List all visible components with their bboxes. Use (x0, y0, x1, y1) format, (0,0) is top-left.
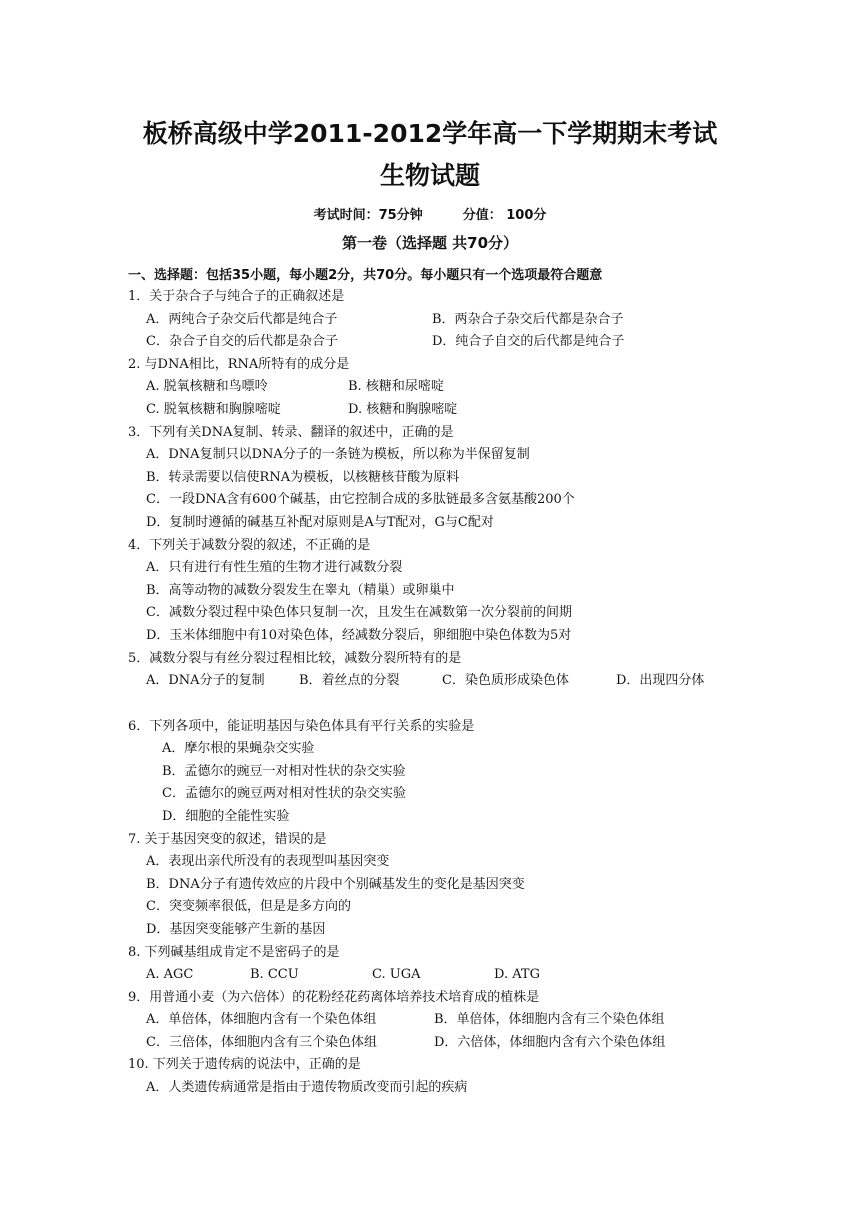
option: C．孟德尔的豌豆两对相对性状的杂交实验 (162, 786, 406, 801)
option: D．玉米体细胞中有10对染色体，经减数分裂后，卵细胞中染色体数为5对 (146, 628, 572, 643)
option: B．DNA分子有遗传效应的片段中个别碱基发生的变化是基因突变 (146, 877, 525, 892)
option: A. AGC (146, 967, 194, 982)
option: C．杂合子自交的后代都是杂合子 (146, 334, 338, 349)
option: D．细胞的全能性实验 (162, 809, 290, 824)
option: C．染色质形成染色体 (442, 673, 569, 688)
option: C．三倍体，体细胞内含有三个染色体组 (146, 1035, 377, 1050)
page-subtitle: 生物试题 (379, 161, 480, 190)
option: C. 脱氧核糖和胸腺嘧啶 (146, 402, 281, 417)
option: B. 核糖和尿嘧啶 (348, 379, 444, 394)
option: A．人类遗传病通常是指由于遗传物质改变而引起的疾病 (146, 1080, 468, 1095)
option: D. ATG (494, 967, 540, 982)
option: D．纯合子自交的后代都是纯合子 (432, 334, 625, 349)
option: D．基因突变能够产生新的基因 (146, 922, 326, 937)
option: A. 脱氧核糖和鸟嘌呤 (146, 379, 268, 394)
question-stem: 2. 与DNA相比，RNA所特有的成分是 (128, 357, 350, 372)
question-stem: 4．下列关于减数分裂的叙述，不正确的是 (128, 538, 371, 553)
option: B．孟德尔的豌豆一对相对性状的杂交实验 (162, 764, 406, 779)
exam-meta (0, 204, 860, 223)
option: D．出现四分体 (616, 673, 705, 688)
question-stem: 9．用普通小麦（为六倍体）的花粉经花药离体培养技术培育成的植株是 (128, 990, 540, 1005)
option: B．转录需要以信使RNA为模板，以核糖核苷酸为原料 (146, 470, 460, 485)
option: A．只有进行有性生殖的生物才进行减数分裂 (146, 560, 403, 575)
option: B．单倍体，体细胞内含有三个染色体组 (434, 1012, 665, 1027)
question-stem: 10. 下列关于遗传病的说法中，正确的是 (128, 1057, 361, 1072)
question-stem: 8. 下列碱基组成肯定不是密码子的是 (128, 945, 340, 960)
part-heading: 第一卷（选择题 共70分） (341, 234, 519, 252)
option: B. CCU (250, 967, 299, 982)
question-stem: 3．下列有关DNA复制、转录、翻译的叙述中，正确的是 (128, 425, 454, 440)
option: A．单倍体，体细胞内含有一个染色体组 (146, 1012, 377, 1027)
option: B．两杂合子杂交后代都是杂合子 (432, 312, 624, 327)
page-title: 板桥高级中学2011-2012学年高一下学期期末考试 (142, 119, 718, 148)
option: D．复制时遵循的碱基互补配对原则是A与T配对，G与C配对 (146, 515, 494, 530)
option: A．摩尔根的果蝇杂交实验 (162, 741, 315, 756)
question-stem: 1．关于杂合子与纯合子的正确叙述是 (128, 289, 345, 304)
option: C. UGA (372, 967, 421, 982)
option: C．减数分裂过程中染色体只复制一次，且发生在减数第一次分裂前的间期 (146, 605, 572, 620)
exam-time: 考试时间：75分钟 (313, 208, 423, 223)
question-stem: 7. 关于基因突变的叙述，错误的是 (128, 832, 327, 847)
question-stem: 5．减数分裂与有丝分裂过程相比较，减数分裂所特有的是 (128, 651, 462, 666)
option: D．六倍体，体细胞内含有六个染色体组 (434, 1035, 666, 1050)
section-heading: 一、选择题：包括35小题，每小题2分，共70分。每小题只有一个选项最符合题意 (128, 268, 603, 283)
option: B．着丝点的分裂 (299, 673, 400, 688)
question-stem: 6．下列各项中，能证明基因与染色体具有平行关系的实验是 (128, 719, 475, 734)
option: A．DNA复制只以DNA分子的一条链为模板，所以称为半保留复制 (146, 447, 530, 462)
option: A．表现出亲代所没有的表现型叫基因突变 (146, 854, 390, 869)
option: A．DNA分子的复制 (146, 673, 265, 688)
option: C．突变频率很低，但是是多方向的 (146, 899, 351, 914)
option: D. 核糖和胸腺嘧啶 (348, 402, 458, 417)
option: C．一段DNA含有600个碱基，由它控制合成的多肽链最多含氨基酸200个 (146, 492, 575, 507)
option: B．高等动物的减数分裂发生在睾丸（精巢）或卵巢中 (146, 583, 455, 598)
exam-score: 分值： 100分 (462, 208, 547, 223)
option: A．两纯合子杂交后代都是纯合子 (146, 312, 338, 327)
